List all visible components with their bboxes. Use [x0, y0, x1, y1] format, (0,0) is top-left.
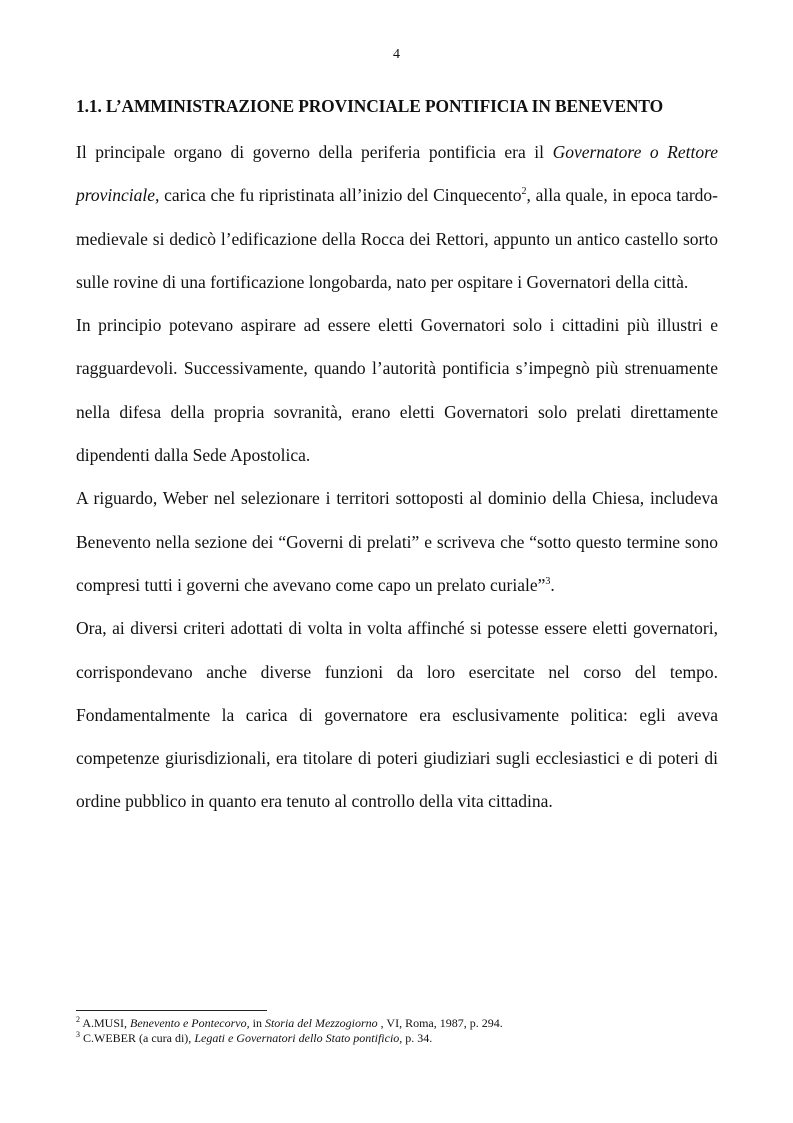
- footnotes: [76, 1016, 718, 1046]
- page-number: 4: [393, 47, 400, 62]
- footnote-ref-2[interactable]: 2: [521, 186, 527, 198]
- footnote-ref-3[interactable]: 3: [545, 576, 551, 588]
- body-text: [76, 131, 718, 824]
- paragraph-2: In principio potevano aspirare ad essere eletti Governatori solo i cittadini più illustri e ragguardevoli. Successivamente, quando l’autorità pontificia s’impegnò più strenuamente nella difesa della propria sovranità, erano eletti Governatori solo prelati direttamente dipendenti dalla Sede Apostolica.: [76, 315, 718, 466]
- footnote-divider: [76, 1010, 267, 1011]
- paragraph-1: Il principale organo di governo della periferia pontificia era il Governatore o Rettore provinciale, carica che fu ripristinata all’inizio del Cinquecento$^2$, alla quale, in epoca tardo-medievale si dedicò l’edificazione della Rocca dei Rettori, appunto un antico castello sorto sulle rovine di una fortificazione longobarda, nato per ospitare i Governatori della città.: [76, 142, 718, 292]
- paragraph-3: A riguardo, Weber nel selezionare i territori sottoposti al dominio della Chiesa, includeva Benevento nella sezione dei “Governi di prelati” e scriveva che “sotto questo termine sono compresi tutti i governi che avevano come capo un prelato curiale”$^3$.: [76, 488, 718, 595]
- footnote-3: $^3$ C.WEBER (a cura di), Legati e Governatori dello Stato pontificio, p. 34.: [76, 1030, 433, 1045]
- italic-term: Governatore o Rettore provinciale,: [76, 142, 718, 206]
- section-heading: 1.1. L’AMMINISTRAZIONE PROVINCIALE PONTIFICIA IN BENEVENTO: [76, 96, 664, 116]
- paragraph-4: Ora, ai diversi criteri adottati di volta in volta affinché si potesse essere eletti governatori, corrispondevano anche diverse funzioni da loro esercitate nel corso del tempo. Fondamentalmente la carica di governatore era esclusivamente politica: egli aveva competenze giurisdizionali, era titolare di poteri giudiziari sugli ecclesiastici e di poteri di ordine pubblico in quanto era tenuto al controllo della vita cittadina.: [76, 618, 718, 812]
- footnote-2: $^2$ A.MUSI, Benevento e Pontecorvo, in Storia del Mezzogiorno , VI, Roma, 1987, p. 294.: [76, 1015, 503, 1030]
